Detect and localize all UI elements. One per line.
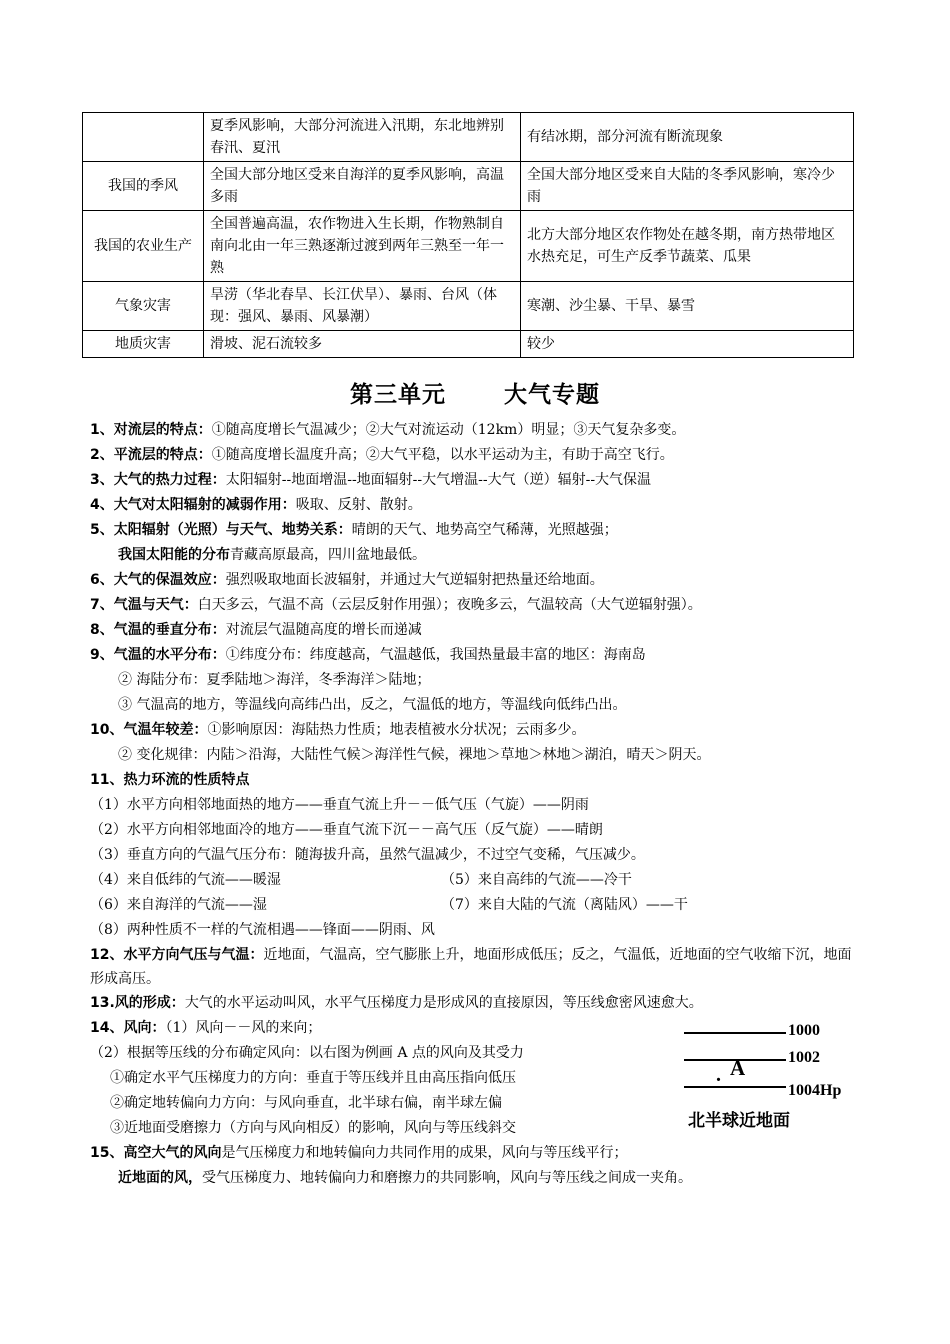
- note-text: 白天多云，气温不高（云层反射作用强）；夜晚多云，气温较高（大气逆辐射强）。: [197, 597, 702, 613]
- note-heading: 我国太阳能的分布: [118, 547, 230, 563]
- point-a-label: A: [730, 1056, 746, 1080]
- note-heading: 7、气温与天气：: [90, 597, 198, 613]
- isobar-line-1000: [684, 1032, 786, 1034]
- row-header-cell: [83, 113, 204, 162]
- note-text: ①随高度增长温度升高；②大气平稳，以水平运动为主，有助于高空飞行。: [211, 447, 674, 463]
- note-text: 是气压梯度力和地转偏向力共同作用的成果，风向与等压线平行；: [221, 1145, 628, 1161]
- note-11-4: （4）来自低纬的气流——暖湿: [90, 872, 281, 888]
- note-15: [90, 1141, 865, 1166]
- unit-topic: 大气专题: [504, 382, 600, 408]
- note-text: ①影响原因：海陆热力性质；地表植被水分状况；云雨多少。: [207, 722, 586, 738]
- note-11-3: （3）垂直方向的气温气压分布：随海拔升高，虽然气温减少，不过空气变稀，气压减少。: [90, 847, 645, 863]
- table-row: [83, 211, 854, 282]
- note-text: 青藏高原最高，四川盆地最低。: [230, 547, 426, 563]
- note-heading: 1、对流层的特点：: [90, 422, 212, 438]
- note-heading: 3、大气的热力过程：: [90, 472, 226, 488]
- note-3: [90, 468, 865, 493]
- isobar-label-1004: 1004Hp: [788, 1082, 842, 1099]
- note-12: [90, 943, 865, 991]
- note-10: [90, 718, 865, 743]
- note-9b: ② 海陆分布：夏季陆地＞海洋，冬季海洋＞陆地；: [118, 672, 431, 688]
- summer-cell: 旱涝（华北春旱、长江伏旱）、暴雨、台风（体现：强风、暴雨、风暴潮）: [204, 282, 521, 331]
- summer-cell: 滑坡、泥石流较多: [204, 331, 521, 358]
- note-9c: ③ 气温高的地方，等温线向高纬凸出，反之，气温低的地方，等温线向低纬凸出。: [118, 697, 627, 713]
- table-row: [83, 282, 854, 331]
- note-5: [90, 518, 865, 543]
- note-heading: 4、大气对太阳辐射的减弱作用：: [90, 497, 296, 513]
- note-11-5: （5）来自高纬的气流——冷干: [441, 872, 632, 888]
- row-header-cell: 气象灾害: [83, 282, 204, 331]
- isobar-line-1004: [684, 1086, 786, 1088]
- unit-label: 第三单元: [350, 382, 446, 408]
- note-6: [90, 568, 865, 593]
- note-heading: 2、平流层的特点：: [90, 447, 212, 463]
- note-text: 近地面，气温高，空气膨胀上升，地面形成低压；反之，气温低，近地面的空气收缩下沉，地面形成高压。: [90, 947, 852, 987]
- note-11-67: [90, 893, 865, 918]
- winter-cell: 全国大部分地区受来自大陆的冬季风影响，寒冷少雨: [521, 162, 854, 211]
- note-text: （1）风向－－风的来向；: [165, 1020, 322, 1036]
- summer-cell: 全国大部分地区受来自海洋的夏季风影响，高温多雨: [204, 162, 521, 211]
- isobar-label-1002: 1002: [788, 1049, 820, 1066]
- note-8: [90, 618, 865, 643]
- note-2: [90, 443, 865, 468]
- note-13: [90, 991, 865, 1016]
- note-text: 强烈吸取地面长波辐射，并通过大气逆辐射把热量还给地面。: [225, 572, 604, 588]
- unit-title: [0, 376, 950, 409]
- note-5b: [90, 543, 865, 568]
- note-heading: 8、气温的垂直分布：: [90, 622, 226, 638]
- note-text: 对流层气温随高度的增长而递减: [225, 622, 422, 638]
- row-header-cell: 地质灾害: [83, 331, 204, 358]
- note-4: [90, 493, 865, 518]
- winter-cell: 较少: [521, 331, 854, 358]
- note-heading: 10、气温年较差：: [90, 722, 208, 738]
- note-heading: 14、风向：: [90, 1020, 166, 1036]
- note-11-6: （6）来自海洋的气流——湿: [90, 897, 267, 913]
- note-heading: 15、高空大气的风向: [90, 1145, 222, 1161]
- row-header-cell: 我国的农业生产: [83, 211, 204, 282]
- note-heading: 6、大气的保温效应：: [90, 572, 226, 588]
- note-heading: 9、气温的水平分布：: [90, 647, 226, 663]
- winter-cell: 寒潮、沙尘暴、干旱、暴雪: [521, 282, 854, 331]
- note-heading: 5、太阳辐射（光照）与天气、地势关系：: [90, 522, 352, 538]
- note-10b: ② 变化规律：内陆＞沿海，大陆性气候＞海洋性气候，裸地＞草地＞林地＞湖泊，晴天＞阴天。: [118, 747, 711, 763]
- note-text: ①随高度增长气温减少；②大气对流运动（12km）明显；③天气复杂多变。: [211, 422, 686, 438]
- note-11-2: （2）水平方向相邻地面冷的地方——垂直气流下沉－－高气压（反气旋）——晴朗: [90, 822, 603, 838]
- row-header-cell: 我国的季风: [83, 162, 204, 211]
- note-heading: 11、热力环流的性质特点: [90, 772, 250, 788]
- summer-cell: 全国普遍高温，农作物进入生长期，作物熟制自南向北由一年三熟逐渐过渡到两年三熟至一年一熟: [204, 211, 521, 282]
- note-9: [90, 643, 865, 668]
- note-14-a: ①确定水平气压梯度力的方向：垂直于等压线并且由高压指向低压: [110, 1070, 516, 1086]
- note-11-45: [90, 868, 865, 893]
- note-11-1: （1）水平方向相邻地面热的地方——垂直气流上升－－低气压（气旋）——阴雨: [90, 797, 589, 813]
- note-heading: 13.风的形成：: [90, 995, 185, 1011]
- note-heading: 近地面的风，: [118, 1170, 202, 1186]
- note-11-7: （7）来自大陆的气流（离陆风）——干: [441, 897, 688, 913]
- note-text: 晴朗的天气、地势高空气稀薄，光照越强；: [351, 522, 618, 538]
- note-text: ①纬度分布：纬度越高，气温越低，我国热量最丰富的地区：海南岛: [225, 647, 646, 663]
- note-11-8: （8）两种性质不一样的气流相遇——锋面——阴雨、风: [90, 922, 435, 938]
- table-row: [83, 113, 854, 162]
- note-1: [90, 418, 865, 443]
- table-row: [83, 331, 854, 358]
- note-text: 大气的水平运动叫风，水平气压梯度力是形成风的直接原因，等压线愈密风速愈大。: [184, 995, 703, 1011]
- note-text: 太阳辐射--地面增温--地面辐射--大气增温--大气（逆）辐射--大气保温: [225, 472, 652, 488]
- note-11: [90, 768, 865, 793]
- note-14-2: （2）根据等压线的分布确定风向：以右图为例画 A 点的风向及其受力: [90, 1045, 524, 1061]
- isobar-label-1000: 1000: [788, 1022, 820, 1039]
- note-14-c: ③近地面受磨擦力（方向与风向相反）的影响，风向与等压线斜交: [110, 1120, 516, 1136]
- note-text: 受气压梯度力、地转偏向力和磨擦力的共同影响，风向与等压线之间成一夹角。: [202, 1170, 692, 1186]
- summer-cell: 夏季风影响，大部分河流进入汛期，东北地辨别春汛、夏汛: [204, 113, 521, 162]
- note-15b: [90, 1166, 865, 1191]
- winter-cell: 有结冰期，部分河流有断流现象: [521, 113, 854, 162]
- note-14-b: ②确定地转偏向力方向：与风向垂直，北半球右偏，南半球左偏: [110, 1095, 502, 1111]
- point-a-dot: .: [716, 1064, 721, 1086]
- note-text: 吸取、反射、散射。: [295, 497, 422, 513]
- diagram-caption: 北半球近地面: [688, 1111, 790, 1131]
- winter-cell: 北方大部分地区农作物处在越冬期，南方热带地区水热充足，可生产反季节蔬菜、瓜果: [521, 211, 854, 282]
- isobar-diagram: [684, 1018, 859, 1138]
- table-row: [83, 162, 854, 211]
- note-heading: 12、水平方向气压与气温：: [90, 947, 264, 963]
- monsoon-comparison-table: [82, 112, 854, 358]
- note-7: [90, 593, 865, 618]
